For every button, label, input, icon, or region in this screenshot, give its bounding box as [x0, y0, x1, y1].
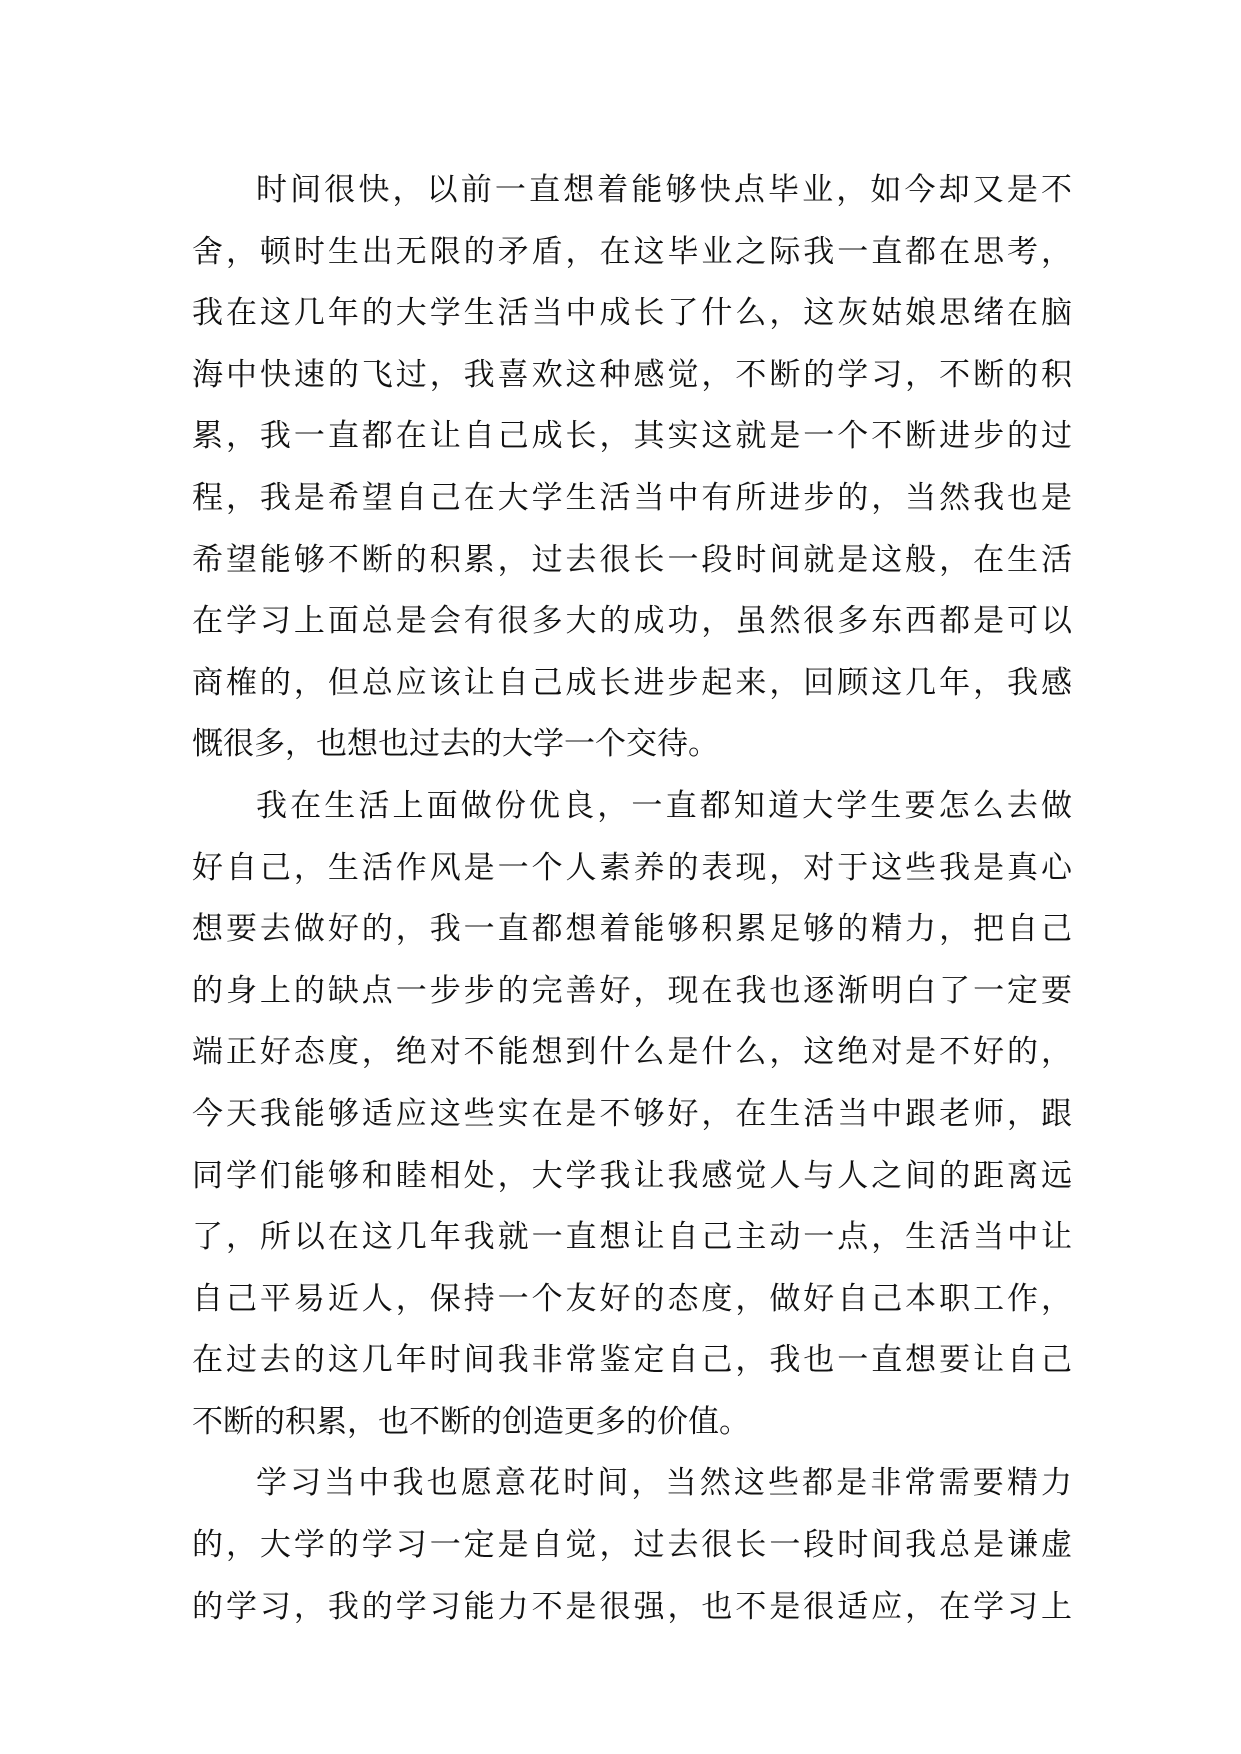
text-line: 学习当中我也愿意花时间，当然这些都是非常需要精力 [256, 1465, 1072, 1502]
text-line: 今天我能够适应这些实在是不够好，在生活当中跟老师，跟 [192, 1095, 1072, 1132]
text-line: 的身上的缺点一步步的完善好，现在我也逐渐明白了一定要 [192, 972, 1072, 1009]
text-line: 我在这几年的大学生活当中成长了什么，这灰姑娘思绪在脑 [192, 295, 1072, 332]
text-line: 了，所以在这几年我就一直想让自己主动一点，生活当中让 [192, 1219, 1072, 1256]
text-line: 想要去做好的，我一直都想着能够积累足够的精力，把自己 [192, 911, 1072, 948]
text-line: 希望能够不断的积累，过去很长一段时间就是这般，在生活 [192, 541, 1072, 578]
text-line: 程，我是希望自己在大学生活当中有所进步的，当然我也是 [192, 479, 1072, 516]
text-line: 在过去的这几年时间我非常鉴定自己，我也一直想要让自己 [192, 1342, 1072, 1379]
text-line: 同学们能够和睦相处，大学我让我感觉人与人之间的距离远 [192, 1157, 1072, 1194]
text-line: 自己平易近人，保持一个友好的态度，做好自己本职工作， [192, 1280, 1072, 1317]
text-line: 在学习上面总是会有很多大的成功，虽然很多东西都是可以 [192, 603, 1072, 640]
paragraph-1 [192, 160, 1072, 776]
paragraph-3 [192, 1453, 1072, 1638]
text-line: 累，我一直都在让自己成长，其实这就是一个不断进步的过 [192, 418, 1072, 455]
text-line: 舍，顿时生出无限的矛盾，在这毕业之际我一直都在思考， [192, 233, 1072, 270]
text-line: 海中快速的飞过，我喜欢这种感觉，不断的学习，不断的积 [192, 356, 1072, 393]
text-line: 不断的积累，也不断的创造更多的价值。 [192, 1403, 750, 1440]
text-line: 商榷的，但总应该让自己成长进步起来，回顾这几年，我感 [192, 664, 1072, 701]
text-line: 的，大学的学习一定是自觉，过去很长一段时间我总是谦虚 [192, 1527, 1072, 1564]
text-line: 我在生活上面做份优良，一直都知道大学生要怎么去做 [256, 787, 1072, 824]
text-line: 时间很快，以前一直想着能够快点毕业，如今却又是不 [256, 172, 1072, 208]
text-line: 的学习，我的学习能力不是很强，也不是很适应，在学习上 [192, 1588, 1072, 1625]
text-line: 好自己，生活作风是一个人素养的表现，对于这些我是真心 [192, 849, 1072, 886]
text-line: 慨很多，也想也过去的大学一个交待。 [192, 726, 719, 763]
text-line: 端正好态度，绝对不能想到什么是什么，这绝对是不好的， [192, 1034, 1072, 1071]
body-text [192, 160, 1072, 1638]
paragraph-2 [192, 776, 1072, 1454]
